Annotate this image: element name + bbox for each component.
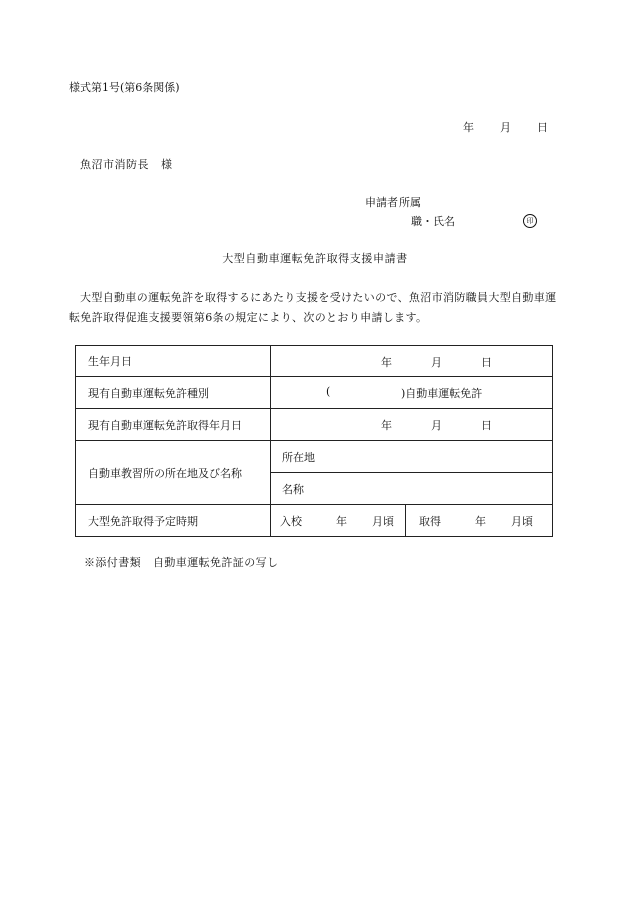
attachment-label: ※添付書類: [84, 556, 141, 569]
school-label: 自動車教習所の所在地及び名称: [76, 441, 271, 505]
school-name-label: 名称: [282, 482, 304, 496]
schedule-obtain-year: 年: [475, 515, 486, 528]
schedule-entry-label: 入校: [280, 515, 302, 528]
document-title: 大型自動車運転免許取得支援申請書: [222, 252, 408, 265]
date-month-label: 月: [500, 121, 511, 134]
birth-date-label: 生年月日: [76, 346, 271, 377]
license-type-open-paren: (: [326, 385, 331, 398]
schedule-obtain-month: 月頃: [511, 515, 533, 528]
school-name-field[interactable]: [271, 473, 553, 505]
birth-date-month: 月: [431, 356, 442, 369]
form-number: 様式第1号(第6条関係): [69, 81, 180, 94]
birth-date-field[interactable]: [271, 346, 553, 377]
applicant-label: 申請者: [365, 196, 398, 209]
attachment-item: 自動車運転免許証の写し: [153, 556, 279, 569]
school-address-label: 所在地: [282, 450, 315, 464]
table-row-license-type: [76, 377, 553, 409]
seal-icon: 印: [523, 214, 537, 228]
schedule-obtain-label: 取得: [419, 515, 441, 528]
schedule-label: 大型免許取得予定時期: [76, 505, 271, 537]
attachment-note: [84, 556, 278, 570]
affiliation-label: 所属: [399, 196, 421, 209]
table-row-schedule: [76, 505, 553, 537]
schedule-entry-year: 年: [336, 515, 347, 528]
recipient: [80, 158, 173, 172]
license-type-field[interactable]: [271, 377, 553, 409]
license-type-suffix: )自動車運転免許: [401, 387, 483, 400]
table-row-license-date: [76, 409, 553, 441]
date-year-label: 年: [463, 121, 474, 134]
table-row-birth-date: [76, 346, 553, 377]
body-text: 大型自動車の運転免許を取得するにあたり支援を受けたいので、魚沼市消防職員大型自動車運転免許取得促進支援要領第6条の規定により、次のとおり申請します。: [69, 291, 557, 324]
schedule-obtain-field[interactable]: [406, 505, 553, 537]
license-date-year: 年: [381, 419, 392, 432]
table-row-school-address: [76, 441, 553, 473]
date-day-label: 日: [537, 121, 548, 134]
school-address-field[interactable]: [271, 441, 553, 473]
recipient-honorific: 様: [161, 158, 173, 171]
schedule-entry-field[interactable]: [271, 505, 406, 537]
license-date-month: 月: [431, 419, 442, 432]
name-label: 職・氏名: [411, 215, 455, 228]
birth-date-year: 年: [381, 356, 392, 369]
license-date-field[interactable]: [271, 409, 553, 441]
license-date-label: 現有自動車運転免許取得年月日: [76, 409, 271, 441]
birth-date-day: 日: [481, 356, 492, 369]
license-date-day: 日: [481, 419, 492, 432]
application-table: [75, 345, 553, 537]
recipient-name: 魚沼市消防長: [80, 158, 149, 171]
license-type-label: 現有自動車運転免許種別: [76, 377, 271, 409]
schedule-entry-month: 月頃: [372, 515, 394, 528]
